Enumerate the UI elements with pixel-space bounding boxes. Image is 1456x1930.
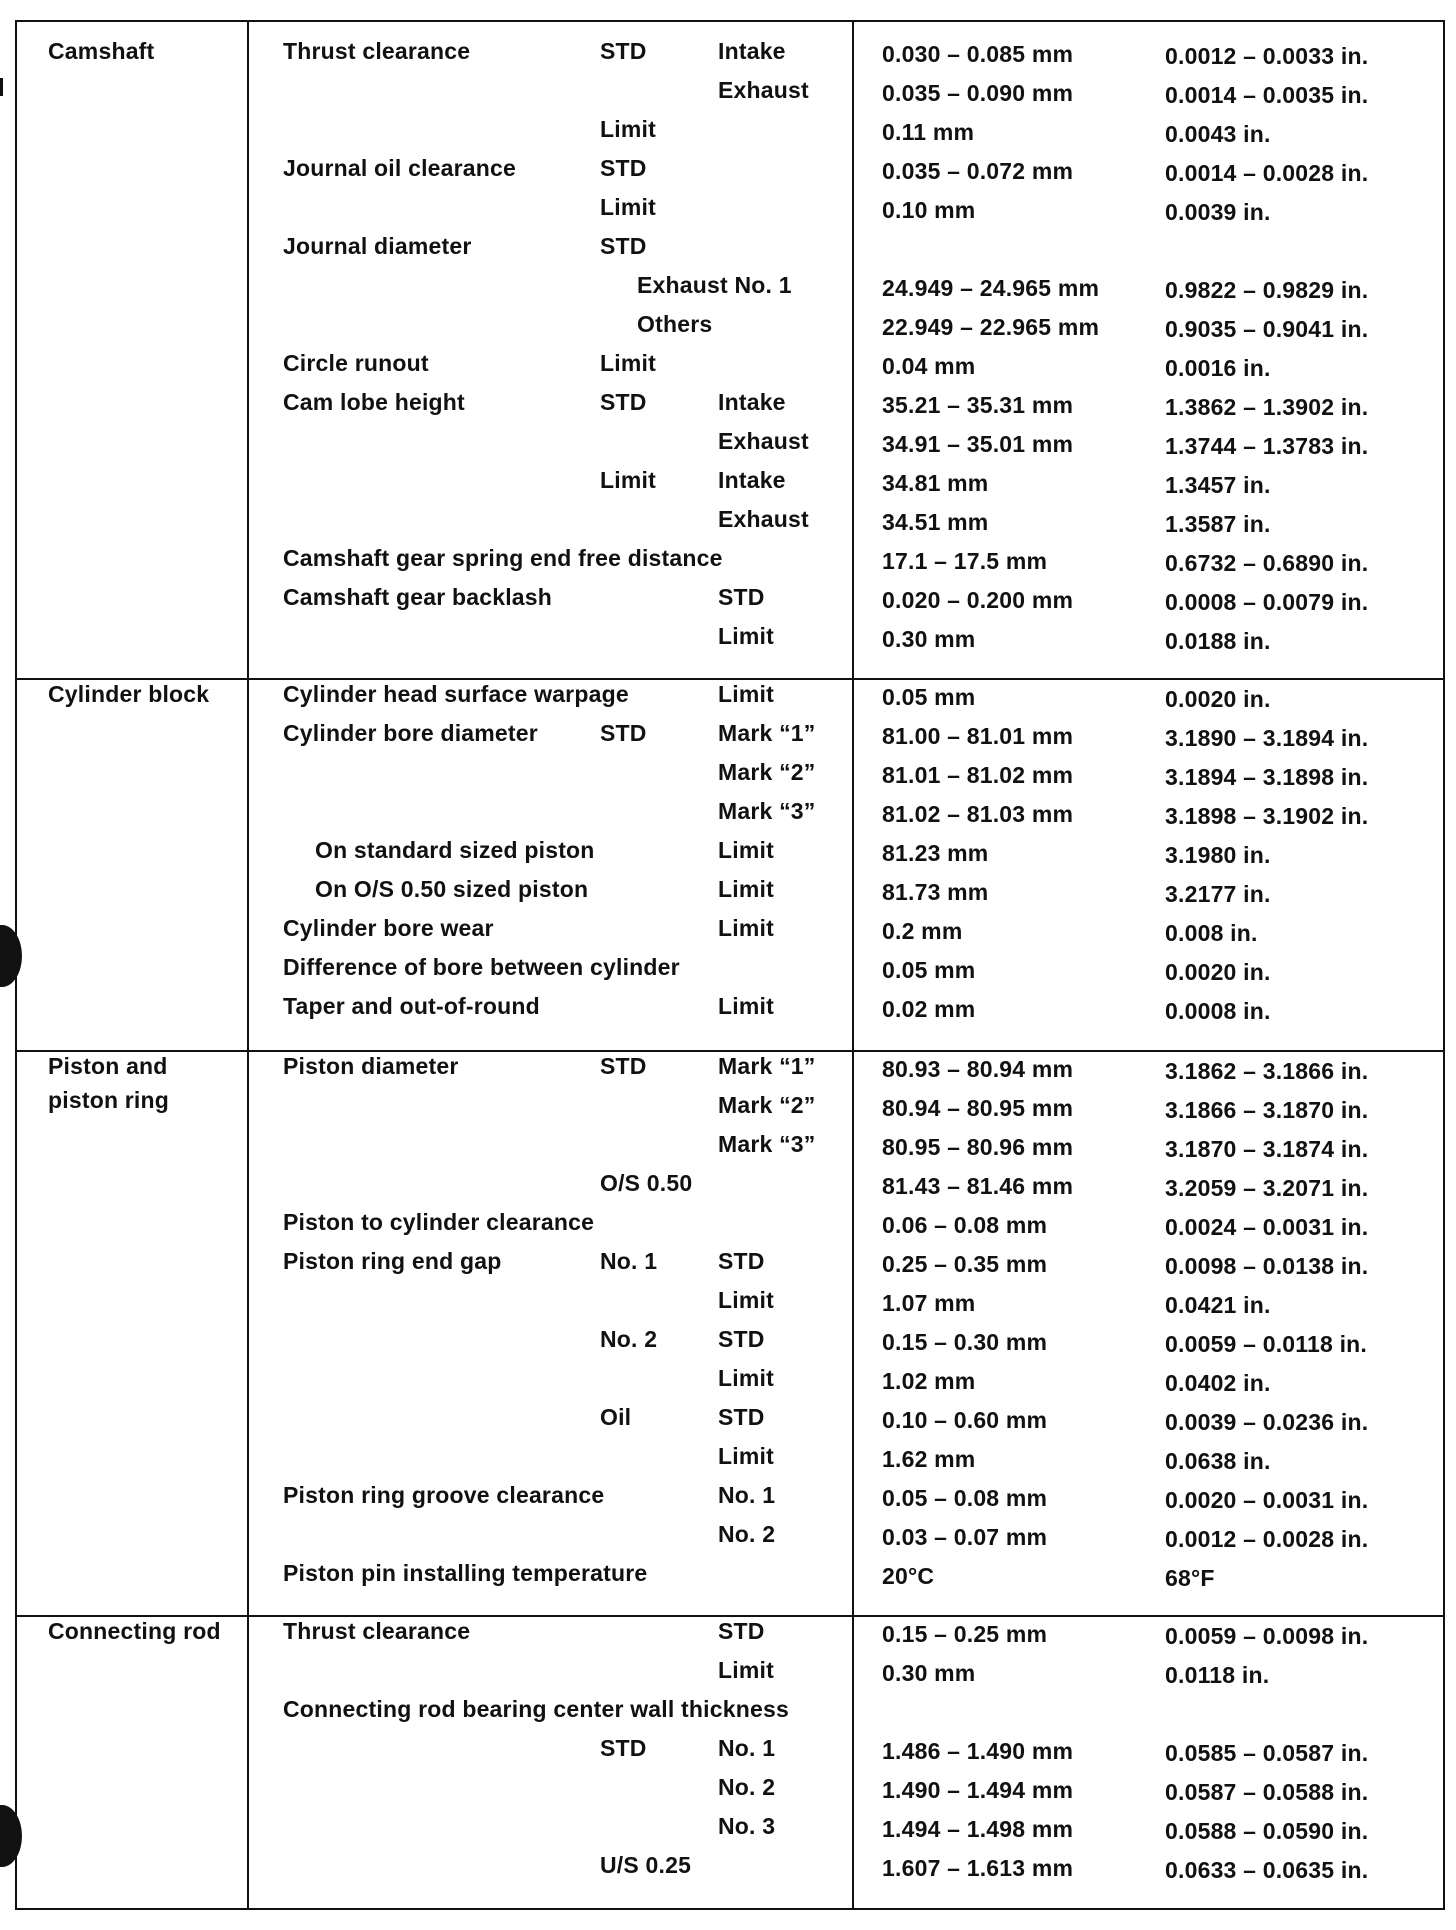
spec-condition: Oil xyxy=(600,1404,632,1430)
value-imperial: 0.0587 – 0.0588 in. xyxy=(1165,1779,1369,1805)
section-name: Connecting rod xyxy=(48,1618,221,1644)
spec-item: Journal oil clearance xyxy=(283,155,517,181)
spec-condition: STD xyxy=(600,1735,647,1761)
value-imperial: 0.0638 in. xyxy=(1165,1448,1271,1474)
value-imperial: 3.1890 – 3.1894 in. xyxy=(1165,725,1369,751)
spec-subcondition: Intake xyxy=(718,38,786,64)
spec-subcondition: Mark “3” xyxy=(718,1131,816,1157)
spec-condition: No. 2 xyxy=(600,1326,658,1352)
value-metric: 80.93 – 80.94 mm xyxy=(882,1056,1074,1082)
spec-item: Piston to cylinder clearance xyxy=(283,1209,595,1235)
value-imperial: 0.0020 – 0.0031 in. xyxy=(1165,1487,1369,1513)
spec-subcondition: Limit xyxy=(718,993,774,1019)
section-name: Camshaft xyxy=(48,38,155,64)
value-metric: 0.15 – 0.30 mm xyxy=(882,1329,1048,1355)
value-imperial: 0.0014 – 0.0028 in. xyxy=(1165,160,1369,186)
value-metric: 0.25 – 0.35 mm xyxy=(882,1251,1048,1277)
value-metric: 81.01 – 81.02 mm xyxy=(882,762,1074,788)
value-metric: 80.94 – 80.95 mm xyxy=(882,1095,1074,1121)
value-metric: 22.949 – 22.965 mm xyxy=(882,314,1100,340)
spec-subcondition: Limit xyxy=(718,915,774,941)
section-name: Cylinder block xyxy=(48,681,210,707)
margin-mark xyxy=(0,78,3,96)
value-imperial: 0.0059 – 0.0118 in. xyxy=(1165,1331,1368,1357)
value-metric: 1.490 – 1.494 mm xyxy=(882,1777,1074,1803)
value-imperial: 0.0059 – 0.0098 in. xyxy=(1165,1623,1369,1649)
spec-condition: Limit xyxy=(600,467,656,493)
spec-subcondition: No. 1 xyxy=(718,1482,776,1508)
spec-condition: Limit xyxy=(600,194,656,220)
value-metric: 0.03 – 0.07 mm xyxy=(882,1524,1048,1550)
value-imperial: 0.0008 – 0.0079 in. xyxy=(1165,589,1369,615)
value-metric: 0.05 mm xyxy=(882,684,976,710)
value-metric: 0.11 mm xyxy=(882,119,975,145)
spec-subcondition: Mark “3” xyxy=(718,798,816,824)
value-metric: 81.02 – 81.03 mm xyxy=(882,801,1074,827)
spec-subcondition: No. 1 xyxy=(718,1735,776,1761)
value-imperial: 0.0633 – 0.0635 in. xyxy=(1165,1857,1369,1883)
value-imperial: 0.0588 – 0.0590 in. xyxy=(1165,1818,1369,1844)
value-metric: 0.06 – 0.08 mm xyxy=(882,1212,1048,1238)
spec-subcondition: Intake xyxy=(718,467,786,493)
spec-item: Piston diameter xyxy=(283,1053,459,1079)
spec-item: Cylinder bore wear xyxy=(283,915,494,941)
value-metric: 0.02 mm xyxy=(882,996,976,1022)
value-metric: 81.00 – 81.01 mm xyxy=(882,723,1074,749)
spec-subcondition: STD xyxy=(718,1404,765,1430)
value-metric: 0.035 – 0.090 mm xyxy=(882,80,1074,106)
spec-item: Piston ring groove clearance xyxy=(283,1482,605,1508)
spec-subcondition: Others xyxy=(637,311,713,337)
spec-item: Connecting rod bearing center wall thickness xyxy=(283,1696,789,1722)
value-metric: 0.30 mm xyxy=(882,1660,976,1686)
spec-subcondition: STD xyxy=(718,584,765,610)
spec-item: Camshaft gear spring end free distance xyxy=(283,545,723,571)
spec-subcondition: Limit xyxy=(718,1365,774,1391)
value-metric: 1.07 mm xyxy=(882,1290,976,1316)
spec-subcondition: Exhaust xyxy=(718,77,809,103)
spec-subcondition: Mark “1” xyxy=(718,720,816,746)
value-metric: 0.04 mm xyxy=(882,353,976,379)
value-metric: 0.30 mm xyxy=(882,626,976,652)
value-metric: 1.486 – 1.490 mm xyxy=(882,1738,1074,1764)
spec-subcondition: Mark “2” xyxy=(718,1092,816,1118)
value-imperial: 0.0421 in. xyxy=(1165,1292,1271,1318)
spec-subcondition: STD xyxy=(718,1248,765,1274)
value-metric: 34.91 – 35.01 mm xyxy=(882,431,1074,457)
value-metric: 0.15 – 0.25 mm xyxy=(882,1621,1048,1647)
value-imperial: 0.0188 in. xyxy=(1165,628,1271,654)
spec-subcondition: Limit xyxy=(718,623,774,649)
section-name: Piston and xyxy=(48,1053,168,1079)
value-metric: 0.030 – 0.085 mm xyxy=(882,41,1074,67)
value-imperial: 0.0012 – 0.0033 in. xyxy=(1165,43,1369,69)
value-imperial: 1.3862 – 1.3902 in. xyxy=(1165,394,1369,420)
spec-condition: No. 1 xyxy=(600,1248,658,1274)
value-imperial: 0.0118 in. xyxy=(1165,1662,1270,1688)
column-divider-section xyxy=(247,20,249,1910)
spec-subcondition: Limit xyxy=(718,681,774,707)
value-metric: 81.73 mm xyxy=(882,879,989,905)
value-imperial: 0.6732 – 0.6890 in. xyxy=(1165,550,1369,576)
spec-subcondition: STD xyxy=(718,1326,765,1352)
spec-condition: STD xyxy=(600,389,647,415)
value-metric: 1.494 – 1.498 mm xyxy=(882,1816,1074,1842)
value-imperial: 0.0008 in. xyxy=(1165,998,1271,1024)
spec-subcondition: Limit xyxy=(718,1287,774,1313)
value-imperial: 3.1894 – 3.1898 in. xyxy=(1165,764,1369,790)
value-metric: 0.05 mm xyxy=(882,957,976,983)
value-imperial: 68°F xyxy=(1165,1565,1215,1591)
spec-item: Thrust clearance xyxy=(283,38,471,64)
value-metric: 0.2 mm xyxy=(882,918,963,944)
spec-item: Camshaft gear backlash xyxy=(283,584,553,610)
spec-condition: Limit xyxy=(600,350,656,376)
value-imperial: 0.0402 in. xyxy=(1165,1370,1271,1396)
value-imperial: 3.1866 – 3.1870 in. xyxy=(1165,1097,1369,1123)
spec-item: Piston ring end gap xyxy=(283,1248,502,1274)
spec-item: Piston pin installing temperature xyxy=(283,1560,648,1586)
spec-subcondition: No. 2 xyxy=(718,1521,776,1547)
value-imperial: 3.2177 in. xyxy=(1165,881,1271,907)
section-name: piston ring xyxy=(48,1087,170,1113)
value-metric: 81.23 mm xyxy=(882,840,989,866)
spec-subcondition: Limit xyxy=(718,1443,774,1469)
value-imperial: 3.1870 – 3.1874 in. xyxy=(1165,1136,1369,1162)
spec-item: Taper and out-of-round xyxy=(283,993,540,1019)
value-imperial: 0.0043 in. xyxy=(1165,121,1271,147)
value-metric: 24.949 – 24.965 mm xyxy=(882,275,1100,301)
value-imperial: 0.0039 in. xyxy=(1165,199,1271,225)
value-imperial: 0.0020 in. xyxy=(1165,959,1271,985)
spec-subcondition: No. 2 xyxy=(718,1774,776,1800)
spec-subcondition: Exhaust xyxy=(718,506,809,532)
value-metric: 1.62 mm xyxy=(882,1446,976,1472)
column-divider-values xyxy=(852,20,854,1910)
value-metric: 0.10 mm xyxy=(882,197,976,223)
spec-subcondition: Limit xyxy=(718,876,774,902)
value-metric: 35.21 – 35.31 mm xyxy=(882,392,1074,418)
value-imperial: 1.3457 in. xyxy=(1165,472,1271,498)
spec-condition: U/S 0.25 xyxy=(600,1852,692,1878)
value-metric: 80.95 – 80.96 mm xyxy=(882,1134,1074,1160)
spec-condition: O/S 0.50 xyxy=(600,1170,693,1196)
spec-subcondition: No. 3 xyxy=(718,1813,776,1839)
value-imperial: 0.0014 – 0.0035 in. xyxy=(1165,82,1369,108)
spec-condition: Limit xyxy=(600,116,656,142)
value-imperial: 0.0039 – 0.0236 in. xyxy=(1165,1409,1369,1435)
value-metric: 0.05 – 0.08 mm xyxy=(882,1485,1048,1511)
spec-item: Cylinder bore diameter xyxy=(283,720,538,746)
spec-subcondition: Mark “2” xyxy=(718,759,816,785)
spec-subcondition: Exhaust xyxy=(718,428,809,454)
spec-subcondition: Limit xyxy=(718,1657,774,1683)
spec-item: On standard sized piston xyxy=(315,837,595,863)
value-imperial: 3.1862 – 3.1866 in. xyxy=(1165,1058,1369,1084)
spec-item: Cam lobe height xyxy=(283,389,465,415)
spec-condition: STD xyxy=(600,233,647,259)
spec-item: On O/S 0.50 sized piston xyxy=(315,876,589,902)
value-imperial: 1.3587 in. xyxy=(1165,511,1271,537)
value-imperial: 0.008 in. xyxy=(1165,920,1258,946)
value-imperial: 3.2059 – 3.2071 in. xyxy=(1165,1175,1369,1201)
value-imperial: 0.9035 – 0.9041 in. xyxy=(1165,316,1369,342)
value-metric: 0.035 – 0.072 mm xyxy=(882,158,1074,184)
spec-condition: STD xyxy=(600,720,647,746)
spec-item: Cylinder head surface warpage xyxy=(283,681,629,707)
value-imperial: 3.1898 – 3.1902 in. xyxy=(1165,803,1369,829)
spec-item: Circle runout xyxy=(283,350,429,376)
value-imperial: 0.0016 in. xyxy=(1165,355,1271,381)
value-imperial: 0.0585 – 0.0587 in. xyxy=(1165,1740,1369,1766)
spec-item: Thrust clearance xyxy=(283,1618,471,1644)
spec-condition: STD xyxy=(600,155,647,181)
value-imperial: 3.1980 in. xyxy=(1165,842,1271,868)
value-metric: 34.51 mm xyxy=(882,509,989,535)
value-metric: 34.81 mm xyxy=(882,470,989,496)
value-metric: 17.1 – 17.5 mm xyxy=(882,548,1048,574)
value-metric: 0.10 – 0.60 mm xyxy=(882,1407,1048,1433)
value-metric: 81.43 – 81.46 mm xyxy=(882,1173,1074,1199)
value-imperial: 0.0098 – 0.0138 in. xyxy=(1165,1253,1369,1279)
spec-subcondition: Exhaust No. 1 xyxy=(637,272,792,298)
value-imperial: 1.3744 – 1.3783 in. xyxy=(1165,433,1369,459)
spec-condition: STD xyxy=(600,38,647,64)
value-metric: 20°C xyxy=(882,1563,935,1589)
spec-subcondition: Intake xyxy=(718,389,786,415)
value-imperial: 0.0012 – 0.0028 in. xyxy=(1165,1526,1369,1552)
spec-subcondition: Limit xyxy=(718,837,774,863)
spec-item: Journal diameter xyxy=(283,233,472,259)
value-imperial: 0.9822 – 0.9829 in. xyxy=(1165,277,1369,303)
value-imperial: 0.0020 in. xyxy=(1165,686,1271,712)
value-metric: 1.607 – 1.613 mm xyxy=(882,1855,1074,1881)
spec-subcondition: STD xyxy=(718,1618,765,1644)
value-metric: 0.020 – 0.200 mm xyxy=(882,587,1074,613)
spec-condition: STD xyxy=(600,1053,647,1079)
value-metric: 1.02 mm xyxy=(882,1368,976,1394)
spec-subcondition: Mark “1” xyxy=(718,1053,816,1079)
value-imperial: 0.0024 – 0.0031 in. xyxy=(1165,1214,1369,1240)
spec-item: Difference of bore between cylinder xyxy=(283,954,680,980)
